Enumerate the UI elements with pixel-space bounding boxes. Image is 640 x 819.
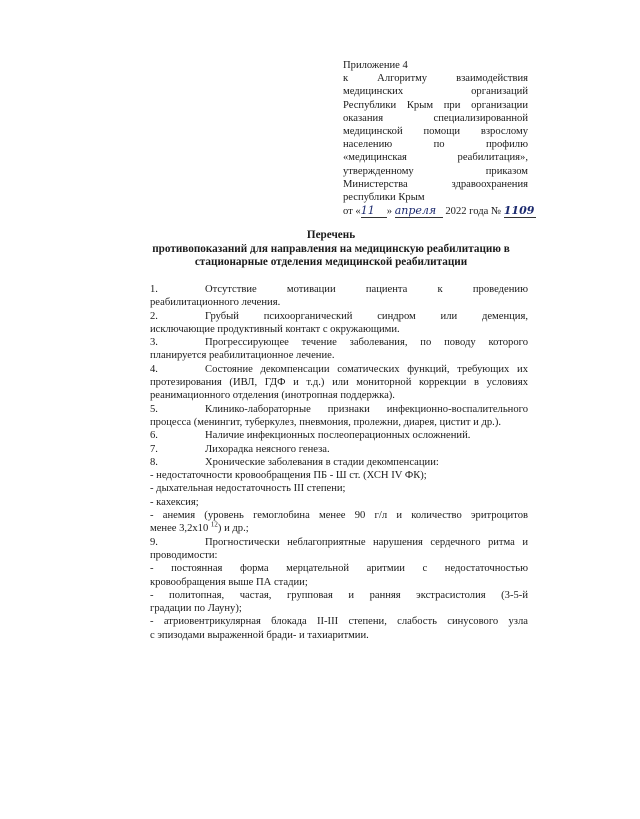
sub-item-text-cont: с эпизодами выраженной бради- и тахиаритмии. xyxy=(150,629,369,641)
item-number: 8. xyxy=(150,456,158,468)
order-date-line xyxy=(343,204,535,218)
item-text: Лихорадка неясного генеза. xyxy=(205,443,330,455)
sub-item-text: - дыхательная недостаточность III степени; xyxy=(150,483,346,495)
item-text: Грубый психоорганический синдром или деменция, xyxy=(205,310,528,322)
item-text: Клинико-лабораторные признаки инфекционно-воспалительного xyxy=(205,403,528,415)
appendix-line: населению по профилю xyxy=(343,139,528,151)
title-line: стационарные отделения медицинской реабилитации xyxy=(194,256,468,269)
appendix-line: медицинской помощи взрослому xyxy=(343,126,528,138)
document-title xyxy=(140,229,522,270)
sub-item-text: - кахексия; xyxy=(150,496,199,508)
item-number: 7. xyxy=(150,443,158,455)
sub-item-text: - постоянная форма мерцательной аритмии с недостаточностью xyxy=(150,563,528,575)
sub-item xyxy=(150,589,528,616)
order-month-handwritten: апреля xyxy=(395,204,443,218)
item-text-cont: процесса (менингит, туберкулез, пневмония, пролежни, диарея, цистит и др.). xyxy=(150,416,502,428)
item-number: 9. xyxy=(150,536,158,548)
list-item xyxy=(150,363,528,403)
sub-item-anemia xyxy=(150,509,528,536)
sub-item-text-cont: кровообращения выше ПА стадии; xyxy=(150,576,308,588)
item-text-cont: протезирования (ИВЛ, ГДФ и т.д.) или мониторной коррекции в условиях реанимационного отделения (инотропная поддержка). xyxy=(150,377,528,402)
title-line: Перечень xyxy=(306,229,356,241)
item-number: 6. xyxy=(150,430,158,442)
order-mid: » xyxy=(386,206,393,218)
order-day-handwritten: 11 xyxy=(361,204,387,218)
item-text: Наличие инфекционных послеоперационных осложнений. xyxy=(205,430,471,442)
item-text: Прогностически неблагоприятные нарушения сердечного ритма и xyxy=(205,536,528,548)
item-number: 2. xyxy=(150,310,158,322)
item-number: 3. xyxy=(150,337,158,349)
appendix-line: медицинских организаций xyxy=(343,86,528,98)
item-text-cont: проводимости: xyxy=(150,549,218,561)
appendix-block xyxy=(343,59,535,218)
anemia-rest-end: ) и др.; xyxy=(217,523,249,535)
contraindications-list xyxy=(150,283,528,642)
list-item xyxy=(150,336,528,363)
item-text: Отсутствие мотивации пациента к проведению xyxy=(205,284,528,295)
title-line: противопоказаний для направления на медицинскую реабилитацию в xyxy=(152,242,510,255)
sub-item-text: - анемия (уровень гемоглобина менее 90 г/л и количество эритроцитов xyxy=(150,510,528,522)
sub-item-text: - атриовентрикулярная блокада II-III степени, слабость синусового узла xyxy=(150,616,528,628)
item-text: Прогрессирующее течение заболевания, по поводу которого xyxy=(205,337,528,349)
appendix-line: республики Крым xyxy=(343,192,425,204)
list-item xyxy=(150,429,528,442)
sub-item xyxy=(150,469,528,482)
sub-item xyxy=(150,615,528,642)
list-item xyxy=(150,443,528,456)
sub-item-text: - недостаточности кровообращения ПБ - Ш ст. (ХСН IV ФК); xyxy=(150,470,427,482)
sub-item xyxy=(150,496,528,509)
anemia-exponent: 12 xyxy=(210,520,218,529)
item-number: 5. xyxy=(150,403,158,415)
appendix-line: утвержденному приказом xyxy=(343,165,528,177)
item-number: 1. xyxy=(150,284,158,295)
sub-item-text-cont: градации по Лауну); xyxy=(150,603,242,615)
appendix-line: Министерства здравоохранения xyxy=(343,178,528,190)
appendix-line: оказания специализированной xyxy=(343,112,528,124)
list-item xyxy=(150,310,528,337)
item-text-cont: планируется реабилитационное лечение. xyxy=(150,350,335,362)
order-prefix: от « xyxy=(343,206,361,218)
list-item xyxy=(150,456,528,469)
item-number: 4. xyxy=(150,363,158,375)
order-year: 2022 года № xyxy=(445,206,502,218)
list-item xyxy=(150,403,528,430)
sub-item-text: - политопная, частая, групповая и ранняя экстрасистолия (3-5-й xyxy=(150,589,528,601)
item-text-cont: реабилитационного лечения. xyxy=(150,297,281,309)
sub-item xyxy=(150,482,528,495)
item-text-cont: исключающие продуктивный контакт с окружающими. xyxy=(150,323,400,335)
item-text: Хронические заболевания в стадии декомпенсации: xyxy=(205,456,439,468)
anemia-rest: менее 3,2х10 xyxy=(150,523,211,535)
list-item xyxy=(150,536,528,563)
appendix-line: «медицинская реабилитация», xyxy=(343,152,528,164)
item-text: Состояние декомпенсации соматических функций, требующих их xyxy=(205,363,528,375)
order-number-handwritten: 1109 xyxy=(503,204,535,218)
appendix-line: к Алгоритму взаимодействия xyxy=(343,73,528,85)
list-item xyxy=(150,283,528,310)
appendix-line: Республики Крым при организации xyxy=(343,99,528,111)
sub-item xyxy=(150,562,528,589)
appendix-line: Приложение 4 xyxy=(343,60,408,71)
